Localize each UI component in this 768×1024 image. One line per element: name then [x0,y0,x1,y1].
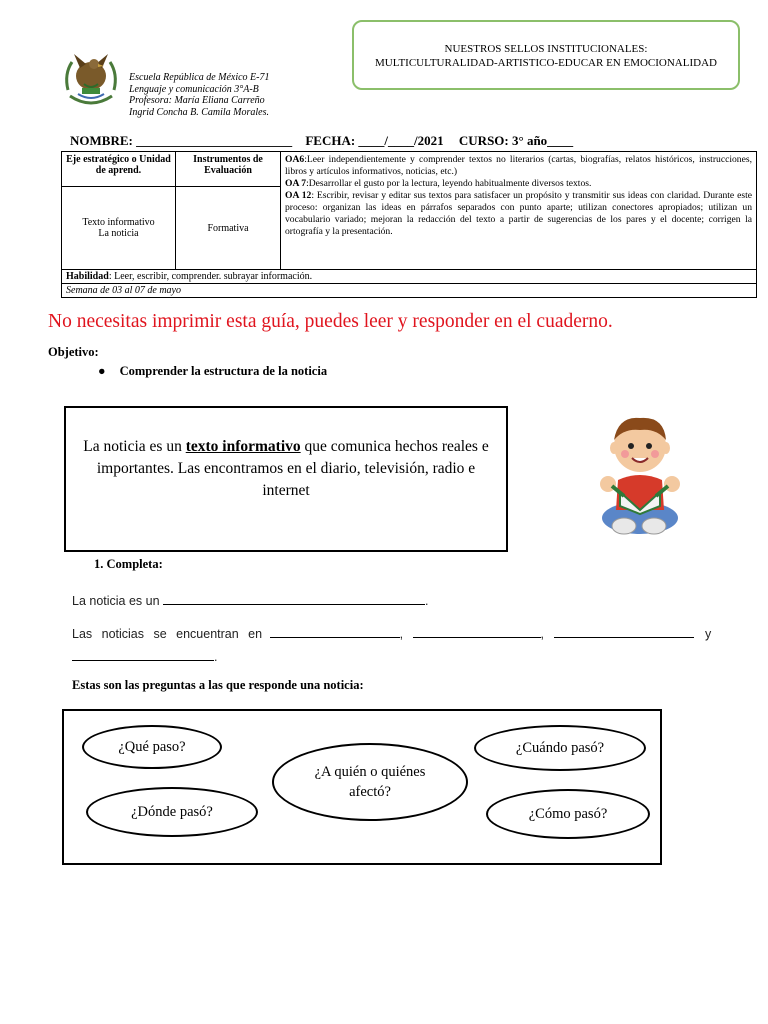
habilidad-label: Habilidad [66,271,109,282]
bullet-dot-icon: ● [98,364,106,378]
definition-highlight: texto informativo [185,438,301,455]
definition-after: que comunica hechos reales e importantes. Las encontramos en el diario, televisión, radio e internet [96,438,489,499]
semana-row: Semana de 03 al 07 de mayo [62,284,757,298]
definition-box [64,406,508,552]
eje-value-a: Texto informativo [82,217,155,228]
school-teacher-1: Profesora: María Eliana Carreño [129,95,265,106]
exercise-line-2 [72,625,711,641]
print-notice: No necesitas imprimir esta guía, puedes leer y responder en el cuaderno. [48,311,613,332]
habilidad-text: : Leer, escribir, comprender. subrayar información. [108,271,313,282]
school-name: Escuela República de México E-71 [129,72,270,83]
objective-label: Objetivo: [48,345,99,359]
exercise-line-3 [72,648,217,664]
curriculum-table [61,151,757,298]
school-subject: Lenguaje y comunicación 3°A-B [129,83,259,95]
instrumentos-header: Instrumentos de Evaluación [176,152,281,187]
habilidad-row [62,270,757,284]
seals-line-1: NUESTROS SELLOS INSTITUCIONALES: [444,43,648,55]
line2-sep-1: , [399,627,404,641]
question-oval-que: ¿Qué paso? [82,725,222,769]
questions-box [62,709,662,865]
question-oval-cuando: ¿Cuándo pasó? [474,725,646,771]
oa6-label: OA6 [285,154,305,165]
oa6-text: :Leer independientemente y comprender textos no literarios (cartas, biografías, relatos históricos, instrucciones, libros y artículos informativos, noticias, etc.) [285,154,752,177]
objective-bullet [98,364,327,379]
question-oval-donde: ¿Dónde pasó? [86,787,258,837]
oa12-label: OA 12 [285,190,312,201]
nombre-field[interactable]: NOMBRE: ________________________ [70,133,293,148]
question-oval-como: ¿Cómo pasó? [486,789,650,839]
questions-heading: Estas son las preguntas a las que responde una noticia: [72,678,364,692]
eje-header: Eje estratégico o Unidad de aprend. [62,152,176,187]
oa-cell [281,152,757,270]
answer-blank-2[interactable] [270,625,400,638]
line1-end: . [425,594,429,608]
eje-value-b: La noticia [98,228,139,239]
line2-sep-2: , [540,627,545,641]
line3-end: . [214,650,218,664]
question-oval-quien: ¿A quién o quiénes afectó? [272,743,468,821]
school-teacher-2: Ingrid Concha B. Camila Morales. [129,106,269,118]
line1-prefix: La noticia es un [72,594,160,608]
exercise-title: 1. Completa: [94,557,163,571]
school-info [129,72,270,118]
fecha-field[interactable]: FECHA: ____/____/2021 [305,133,444,148]
institutional-seals-box [352,20,740,90]
instrumentos-value: Formativa [176,187,281,270]
answer-blank-3[interactable] [413,625,541,638]
oa12-text: : Escribir, revisar y editar sus textos para satisfacer un propósito y transmitir sus ideas con claridad. Durante este proceso: organizan las ideas en párrafos separados con punto aparte; utilizan conectores apropiados; utilizan un vocabulario variado; mejoran la redacción del texto a partir de sugerencias de los pares y el docente; corrigen la ortografía y la presentación. [285,190,752,237]
eje-value [62,187,176,270]
mexico-coat-of-arms-icon [60,44,122,112]
student-info-line [70,133,579,149]
answer-blank-5[interactable] [72,648,214,661]
line2-and: y [705,627,712,641]
seals-line-2: MULTICULTURALIDAD-ARTISTICO-EDUCAR EN EMOCIONALIDAD [375,57,717,69]
oa7-label: OA 7 [285,178,307,189]
exercise-line-1 [72,592,429,608]
line2-prefix: Las noticias se encuentran en [72,627,263,641]
answer-blank-4[interactable] [554,625,694,638]
curso-field[interactable]: CURSO: 3° año____ [458,133,574,148]
definition-before: La noticia es un [83,438,186,455]
oa7-text: :Desarrollar el gusto por la lectura, leyendo habitualmente diversos textos. [306,178,592,189]
answer-blank-1[interactable] [163,592,425,605]
objective-text: Comprender la estructura de la noticia [119,364,328,378]
boy-reading-book-illustration [594,410,686,540]
